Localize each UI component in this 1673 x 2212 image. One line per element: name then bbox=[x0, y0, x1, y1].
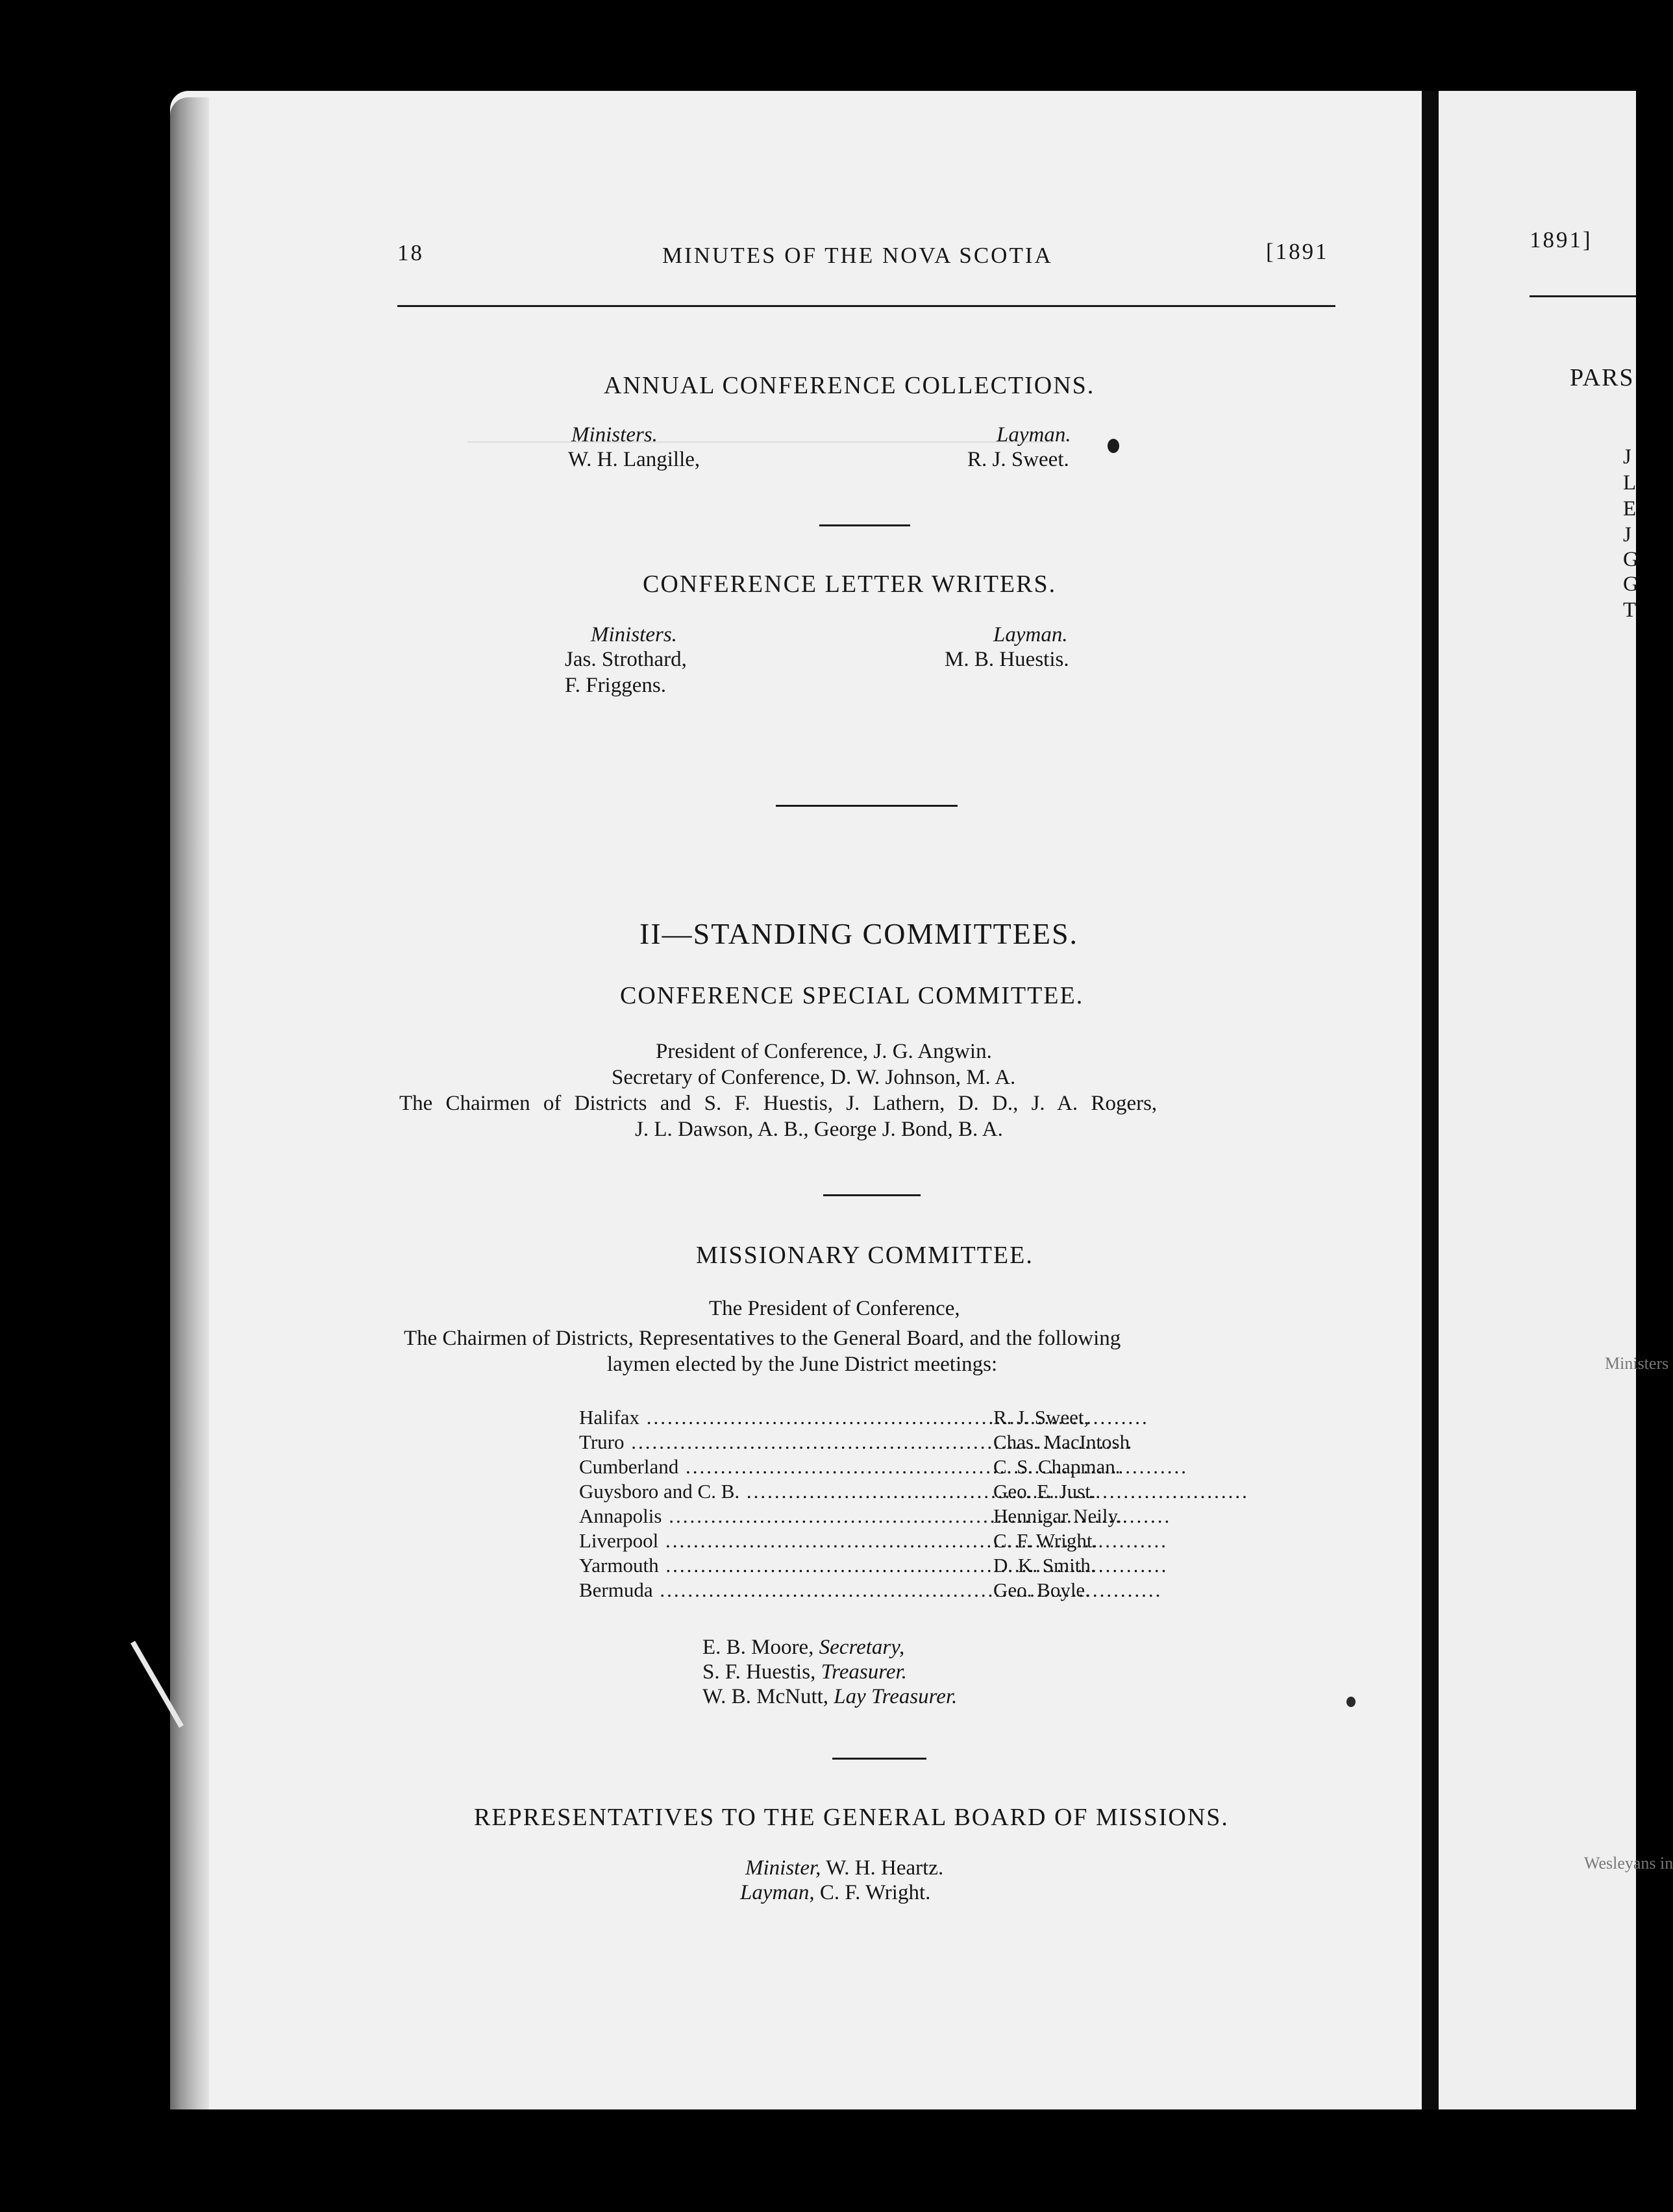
missionary-officer bbox=[702, 1684, 957, 1710]
annual-collections-title: ANNUAL CONFERENCE COLLECTIONS. bbox=[604, 372, 1095, 399]
minister-name: W. H. Heartz. bbox=[826, 1856, 944, 1880]
district-layman: Hennigar Neily. bbox=[993, 1505, 1122, 1527]
right-initial: J bbox=[1623, 445, 1631, 469]
minister-label: Minister, bbox=[745, 1856, 821, 1880]
district-name: Truro ..... bbox=[579, 1430, 993, 1455]
ink-speck bbox=[1108, 439, 1119, 453]
district-name: Yarmouth ..... bbox=[579, 1553, 993, 1578]
letter-writer-minister: F. Friggens. bbox=[565, 674, 666, 697]
special-committee-line: Secretary of Conference, D. W. Johnson, M. A. bbox=[612, 1066, 1016, 1089]
missionary-intro-line: laymen elected by the June District meetings: bbox=[607, 1353, 998, 1376]
district-layman: R. J. Sweet, bbox=[993, 1406, 1089, 1429]
district-laymen-table bbox=[579, 1405, 1176, 1603]
table-row bbox=[579, 1529, 1176, 1553]
section-divider bbox=[819, 524, 910, 526]
district-name: Annapolis ..... bbox=[579, 1504, 993, 1529]
officer-role: Secretary, bbox=[819, 1636, 905, 1659]
table-row bbox=[579, 1455, 1176, 1479]
letter-writers-title: CONFERENCE LETTER WRITERS. bbox=[643, 571, 1057, 598]
right-initial: G bbox=[1623, 572, 1639, 596]
collections-ministers-label: Ministers. bbox=[571, 423, 658, 447]
special-committee-title: CONFERENCE SPECIAL COMMITTEE. bbox=[620, 982, 1084, 1009]
table-row bbox=[579, 1405, 1176, 1430]
district-name: Cumberland ..... bbox=[579, 1455, 993, 1479]
right-fragment-wesleyans: Wesleyans in bbox=[1584, 1854, 1673, 1873]
special-committee-line: The Chairmen of Districts and S. F. Huestis, J. Lathern, D. D., J. A. Rogers, bbox=[399, 1092, 1158, 1115]
letter-writers-layman-label: Layman. bbox=[993, 623, 1068, 646]
right-header-rule bbox=[1530, 295, 1636, 297]
representatives-title: REPRESENTATIVES TO THE GENERAL BOARD OF MISSIONS. bbox=[474, 1804, 1229, 1831]
section-divider bbox=[823, 1194, 921, 1196]
left-page-edge bbox=[170, 97, 209, 2109]
district-layman: Geo. Boyle. bbox=[993, 1579, 1090, 1601]
running-head: MINUTES OF THE NOVA SCOTIA bbox=[662, 243, 1053, 268]
district-layman: C. S. Chapman. bbox=[993, 1455, 1121, 1478]
special-committee-line: J. L. Dawson, A. B., George J. Bond, B. A. bbox=[635, 1118, 1003, 1141]
letter-writer-minister: Jas. Strothard, bbox=[565, 648, 687, 671]
officer-role: Lay Treasurer. bbox=[834, 1685, 958, 1708]
district-layman: C. F. Wright. bbox=[993, 1529, 1098, 1552]
right-initial: E bbox=[1623, 497, 1637, 521]
district-layman: D. K. Smith. bbox=[993, 1554, 1096, 1577]
right-year-bracket: 1891] bbox=[1530, 227, 1592, 252]
layman-name: C. F. Wright. bbox=[819, 1881, 931, 1904]
right-fragment-ministers: Ministers bbox=[1605, 1354, 1669, 1373]
officer-role: Treasurer. bbox=[821, 1660, 907, 1684]
table-row bbox=[579, 1479, 1176, 1504]
missionary-officer bbox=[702, 1634, 904, 1660]
table-row bbox=[579, 1553, 1176, 1578]
district-layman: Geo. E. Just. bbox=[993, 1480, 1096, 1503]
officer-name: W. B. McNutt, bbox=[702, 1685, 829, 1708]
ink-speck bbox=[1346, 1697, 1356, 1707]
missionary-intro-line: The President of Conference, bbox=[709, 1297, 960, 1320]
table-row bbox=[579, 1430, 1176, 1455]
collections-minister: W. H. Langille, bbox=[568, 448, 700, 471]
missionary-intro-line: The Chairmen of Districts, Representatives to the General Board, and the following bbox=[404, 1327, 1121, 1350]
representative-minister bbox=[745, 1855, 943, 1881]
missionary-officer bbox=[702, 1659, 907, 1685]
table-row bbox=[579, 1578, 1176, 1603]
officer-name: S. F. Huestis, bbox=[702, 1660, 816, 1684]
book-gutter bbox=[1422, 91, 1439, 2109]
special-committee-line: President of Conference, J. G. Angwin. bbox=[656, 1040, 992, 1063]
district-name: Guysboro and C. B. ..... bbox=[579, 1479, 993, 1504]
section-divider bbox=[776, 805, 958, 807]
year-bracket: [1891 bbox=[1266, 239, 1329, 264]
collections-layman: R. J. Sweet. bbox=[967, 448, 1069, 471]
right-initial: T bbox=[1623, 598, 1637, 622]
right-page bbox=[1439, 91, 1636, 2109]
district-name: Bermuda ..... bbox=[579, 1578, 993, 1603]
collections-layman-label: Layman. bbox=[997, 423, 1071, 447]
district-name: Halifax ..... bbox=[579, 1405, 993, 1430]
right-initial: J bbox=[1623, 523, 1631, 547]
page-number: 18 bbox=[397, 240, 424, 265]
officer-name: E. B. Moore, bbox=[702, 1636, 814, 1659]
right-initial: L bbox=[1623, 471, 1637, 495]
right-heading-fragment: PARS bbox=[1570, 364, 1635, 391]
table-row bbox=[579, 1504, 1176, 1529]
letter-writers-ministers-label: Ministers. bbox=[591, 623, 677, 646]
right-initial: G bbox=[1623, 548, 1639, 571]
standing-committees-title: II—STANDING COMMITTEES. bbox=[639, 917, 1079, 950]
representative-layman bbox=[740, 1880, 930, 1906]
district-name: Liverpool ..... bbox=[579, 1529, 993, 1553]
letter-writer-layman: M. B. Huestis. bbox=[945, 648, 1069, 671]
district-layman: Chas. MacIntosh bbox=[993, 1431, 1130, 1453]
missionary-committee-title: MISSIONARY COMMITTEE. bbox=[696, 1242, 1034, 1269]
layman-label: Layman, bbox=[740, 1881, 815, 1904]
header-rule bbox=[397, 305, 1335, 307]
section-divider bbox=[832, 1758, 926, 1760]
